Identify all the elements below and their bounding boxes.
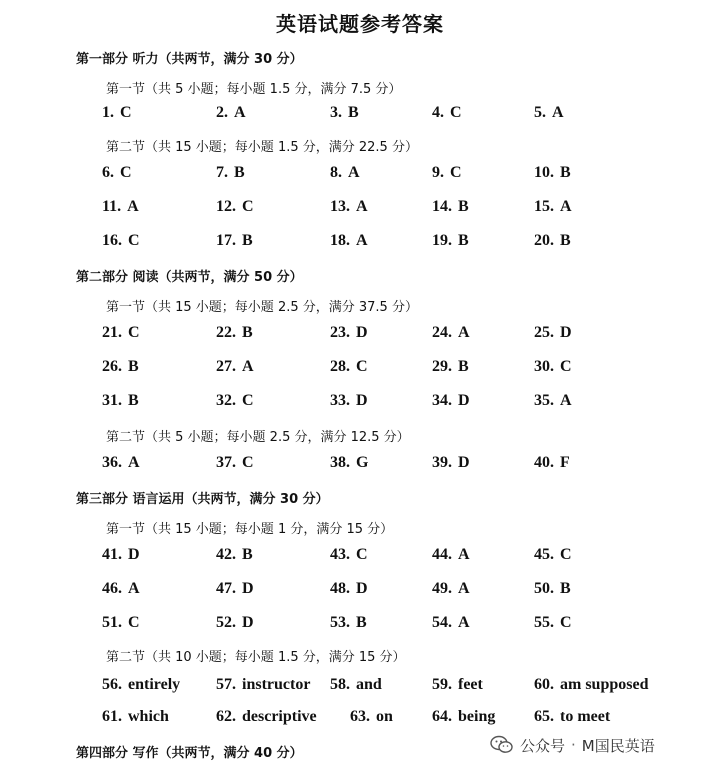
question-number: 36.	[102, 454, 122, 471]
question-number: 47.	[216, 580, 236, 597]
answer-value: C	[242, 454, 254, 471]
answer-value: A	[560, 392, 572, 409]
answer-value: C	[128, 614, 140, 631]
answer-row	[0, 198, 720, 220]
answer-item	[216, 546, 253, 564]
answer-value: instructor	[242, 676, 311, 693]
answer-value: G	[356, 454, 369, 471]
question-number: 32.	[216, 392, 236, 409]
answer-item	[432, 164, 462, 182]
answer-row	[0, 232, 720, 254]
question-number: 10.	[534, 164, 554, 181]
section-heading: 第一节（共 5 小题；每小题 1.5 分，满分 7.5 分）	[106, 82, 402, 97]
answer-item	[216, 198, 254, 216]
answer-item	[216, 392, 254, 410]
answer-item	[534, 546, 572, 564]
answer-value: B	[348, 104, 359, 121]
question-number: 22.	[216, 324, 236, 341]
question-number: 8.	[330, 164, 342, 181]
answer-value: F	[560, 454, 570, 471]
question-number: 5.	[534, 104, 546, 121]
question-number: 62.	[216, 708, 236, 725]
answer-item	[534, 708, 610, 726]
answer-item	[432, 708, 495, 726]
question-number: 50.	[534, 580, 554, 597]
answer-value: A	[128, 580, 140, 597]
answer-item	[330, 164, 360, 182]
answer-value: B	[560, 580, 571, 597]
answer-value: B	[242, 546, 253, 563]
part-heading: 第三部分 语言运用（共两节，满分 30 分）	[76, 492, 329, 507]
answer-item	[534, 324, 572, 342]
answer-value: C	[128, 324, 140, 341]
question-number: 15.	[534, 198, 554, 215]
question-number: 14.	[432, 198, 452, 215]
part-heading: 第一部分 听力（共两节，满分 30 分）	[76, 52, 303, 67]
answer-value: being	[458, 708, 496, 725]
answer-row	[0, 358, 720, 380]
answer-value: A	[234, 104, 246, 121]
watermark-left: 公众号	[520, 736, 566, 755]
page-title: 英语试题参考答案	[276, 12, 444, 36]
answer-item	[102, 164, 132, 182]
question-number: 20.	[534, 232, 554, 249]
question-number: 24.	[432, 324, 452, 341]
answer-item	[350, 708, 393, 726]
answer-value: B	[458, 232, 469, 249]
answer-value: which	[128, 708, 169, 725]
question-number: 43.	[330, 546, 350, 563]
answer-value: A	[242, 358, 254, 375]
answer-value: A	[458, 546, 470, 563]
answer-item	[432, 580, 470, 598]
answer-row	[0, 454, 720, 476]
answer-value: A	[128, 454, 140, 471]
answer-item	[534, 198, 572, 216]
answer-item	[330, 324, 368, 342]
watermark-separator: ·	[571, 736, 576, 754]
question-number: 58.	[330, 676, 350, 693]
watermark	[490, 732, 655, 758]
answer-item	[432, 614, 470, 632]
question-number: 3.	[330, 104, 342, 121]
answer-row	[0, 708, 720, 730]
answer-item	[102, 546, 140, 564]
question-number: 19.	[432, 232, 452, 249]
answer-row	[0, 580, 720, 602]
answer-item	[216, 358, 254, 376]
answer-item	[216, 324, 253, 342]
answer-item	[216, 614, 254, 632]
question-number: 1.	[102, 104, 114, 121]
answer-value: feet	[458, 676, 483, 693]
answer-item	[534, 392, 572, 410]
question-number: 39.	[432, 454, 452, 471]
question-number: 57.	[216, 676, 236, 693]
answer-item	[432, 454, 470, 472]
question-number: 33.	[330, 392, 350, 409]
answer-value: D	[356, 324, 368, 341]
question-number: 16.	[102, 232, 122, 249]
question-number: 34.	[432, 392, 452, 409]
question-number: 60.	[534, 676, 554, 693]
section-heading: 第一节（共 15 小题；每小题 2.5 分，满分 37.5 分）	[106, 300, 418, 315]
answer-item	[216, 454, 254, 472]
answer-item	[216, 676, 310, 694]
answer-item	[432, 324, 470, 342]
answer-value: A	[127, 198, 139, 215]
answer-value: D	[560, 324, 572, 341]
answer-value: B	[560, 164, 571, 181]
answer-item	[534, 232, 571, 250]
answer-value: D	[242, 580, 254, 597]
question-number: 12.	[216, 198, 236, 215]
answer-item	[534, 454, 570, 472]
answer-item	[330, 104, 359, 122]
answer-item	[102, 392, 139, 410]
part-heading: 第四部分 写作（共两节，满分 40 分）	[76, 746, 303, 761]
answer-value: C	[450, 164, 462, 181]
question-number: 25.	[534, 324, 554, 341]
answer-item	[432, 676, 483, 694]
question-number: 28.	[330, 358, 350, 375]
answer-value: B	[128, 392, 139, 409]
wechat-icon	[490, 735, 514, 755]
section-heading: 第二节（共 10 小题；每小题 1.5 分，满分 15 分）	[106, 650, 406, 665]
question-number: 23.	[330, 324, 350, 341]
question-number: 13.	[330, 198, 350, 215]
answer-value: D	[458, 392, 470, 409]
answer-value: B	[458, 358, 469, 375]
answer-value: D	[128, 546, 140, 563]
answer-item	[432, 358, 469, 376]
answer-value: entirely	[128, 676, 181, 693]
answer-value: on	[376, 708, 393, 725]
question-number: 35.	[534, 392, 554, 409]
question-number: 37.	[216, 454, 236, 471]
question-number: 9.	[432, 164, 444, 181]
answer-value: D	[356, 580, 368, 597]
answer-item	[534, 358, 572, 376]
question-number: 54.	[432, 614, 452, 631]
answer-item	[534, 614, 572, 632]
answer-item	[330, 580, 368, 598]
answer-row	[0, 614, 720, 636]
answer-item	[102, 676, 180, 694]
question-number: 38.	[330, 454, 350, 471]
question-number: 31.	[102, 392, 122, 409]
answer-item	[432, 198, 469, 216]
question-number: 30.	[534, 358, 554, 375]
question-number: 49.	[432, 580, 452, 597]
answer-value: am supposed	[560, 676, 649, 693]
question-number: 29.	[432, 358, 452, 375]
answer-value: A	[552, 104, 564, 121]
question-number: 42.	[216, 546, 236, 563]
answer-value: B	[356, 614, 367, 631]
answer-item	[432, 232, 469, 250]
question-number: 48.	[330, 580, 350, 597]
question-number: 52.	[216, 614, 236, 631]
answer-value: A	[356, 198, 368, 215]
question-number: 26.	[102, 358, 122, 375]
answer-row	[0, 546, 720, 568]
question-number: 56.	[102, 676, 122, 693]
section-heading: 第二节（共 5 小题；每小题 2.5 分，满分 12.5 分）	[106, 430, 410, 445]
answer-row	[0, 104, 720, 126]
answer-value: A	[458, 580, 470, 597]
answer-item	[102, 358, 139, 376]
answer-value: descriptive	[242, 708, 317, 725]
answer-item	[102, 104, 132, 122]
answer-value: C	[120, 104, 132, 121]
question-number: 45.	[534, 546, 554, 563]
answer-item	[102, 324, 140, 342]
answer-value: C	[560, 614, 572, 631]
answer-item	[216, 104, 246, 122]
answer-value: C	[356, 358, 368, 375]
answer-value: and	[356, 676, 382, 693]
section-heading: 第二节（共 15 小题；每小题 1.5 分，满分 22.5 分）	[106, 140, 418, 155]
answer-item	[216, 164, 245, 182]
answer-item	[330, 392, 368, 410]
answer-value: C	[242, 198, 254, 215]
answer-item	[330, 454, 368, 472]
answer-item	[330, 358, 368, 376]
question-number: 65.	[534, 708, 554, 725]
answer-item	[216, 232, 253, 250]
answer-value: C	[560, 546, 572, 563]
answer-item	[534, 676, 648, 694]
question-number: 17.	[216, 232, 236, 249]
question-number: 63.	[350, 708, 370, 725]
question-number: 18.	[330, 232, 350, 249]
question-number: 27.	[216, 358, 236, 375]
answer-value: A	[348, 164, 360, 181]
answer-item	[102, 232, 140, 250]
answer-value: A	[356, 232, 368, 249]
answer-row	[0, 324, 720, 346]
question-number: 53.	[330, 614, 350, 631]
question-number: 59.	[432, 676, 452, 693]
answer-item	[432, 392, 470, 410]
answer-item	[330, 232, 368, 250]
answer-item	[102, 614, 140, 632]
answer-value: B	[234, 164, 245, 181]
answer-item	[534, 164, 571, 182]
question-number: 44.	[432, 546, 452, 563]
answer-item	[330, 546, 368, 564]
answer-item	[330, 198, 368, 216]
question-number: 6.	[102, 164, 114, 181]
answer-value: C	[560, 358, 572, 375]
answer-value: D	[356, 392, 368, 409]
answer-item	[432, 546, 470, 564]
question-number: 55.	[534, 614, 554, 631]
answer-value: C	[242, 392, 254, 409]
answer-item	[102, 454, 140, 472]
answer-row	[0, 676, 720, 698]
question-number: 46.	[102, 580, 122, 597]
answer-item	[102, 580, 140, 598]
answer-value: C	[356, 546, 368, 563]
answer-item	[432, 104, 462, 122]
answer-item	[102, 198, 139, 216]
answer-item	[216, 708, 317, 726]
answer-value: B	[128, 358, 139, 375]
question-number: 21.	[102, 324, 122, 341]
answer-value: D	[458, 454, 470, 471]
answer-item	[330, 614, 367, 632]
answer-value: to meet	[560, 708, 611, 725]
answer-item	[102, 708, 169, 726]
question-number: 51.	[102, 614, 122, 631]
answer-value: C	[120, 164, 132, 181]
answer-value: A	[458, 324, 470, 341]
question-number: 40.	[534, 454, 554, 471]
question-number: 2.	[216, 104, 228, 121]
answer-value: A	[560, 198, 572, 215]
answer-value: C	[450, 104, 462, 121]
answer-row	[0, 392, 720, 414]
answer-row	[0, 164, 720, 186]
answer-value: C	[128, 232, 140, 249]
section-heading: 第一节（共 15 小题；每小题 1 分，满分 15 分）	[106, 522, 394, 537]
answer-value: B	[458, 198, 469, 215]
answer-item	[534, 580, 571, 598]
answer-item	[534, 104, 564, 122]
question-number: 4.	[432, 104, 444, 121]
answer-item	[216, 580, 254, 598]
question-number: 41.	[102, 546, 122, 563]
answer-item	[330, 676, 382, 694]
answer-value: B	[242, 232, 253, 249]
answer-value: B	[242, 324, 253, 341]
question-number: 7.	[216, 164, 228, 181]
answer-value: A	[458, 614, 470, 631]
watermark-right: M国民英语	[581, 736, 655, 755]
part-heading: 第二部分 阅读（共两节，满分 50 分）	[76, 270, 303, 285]
answer-value: B	[560, 232, 571, 249]
question-number: 61.	[102, 708, 122, 725]
question-number: 11.	[102, 198, 122, 215]
answer-value: D	[242, 614, 254, 631]
question-number: 64.	[432, 708, 452, 725]
